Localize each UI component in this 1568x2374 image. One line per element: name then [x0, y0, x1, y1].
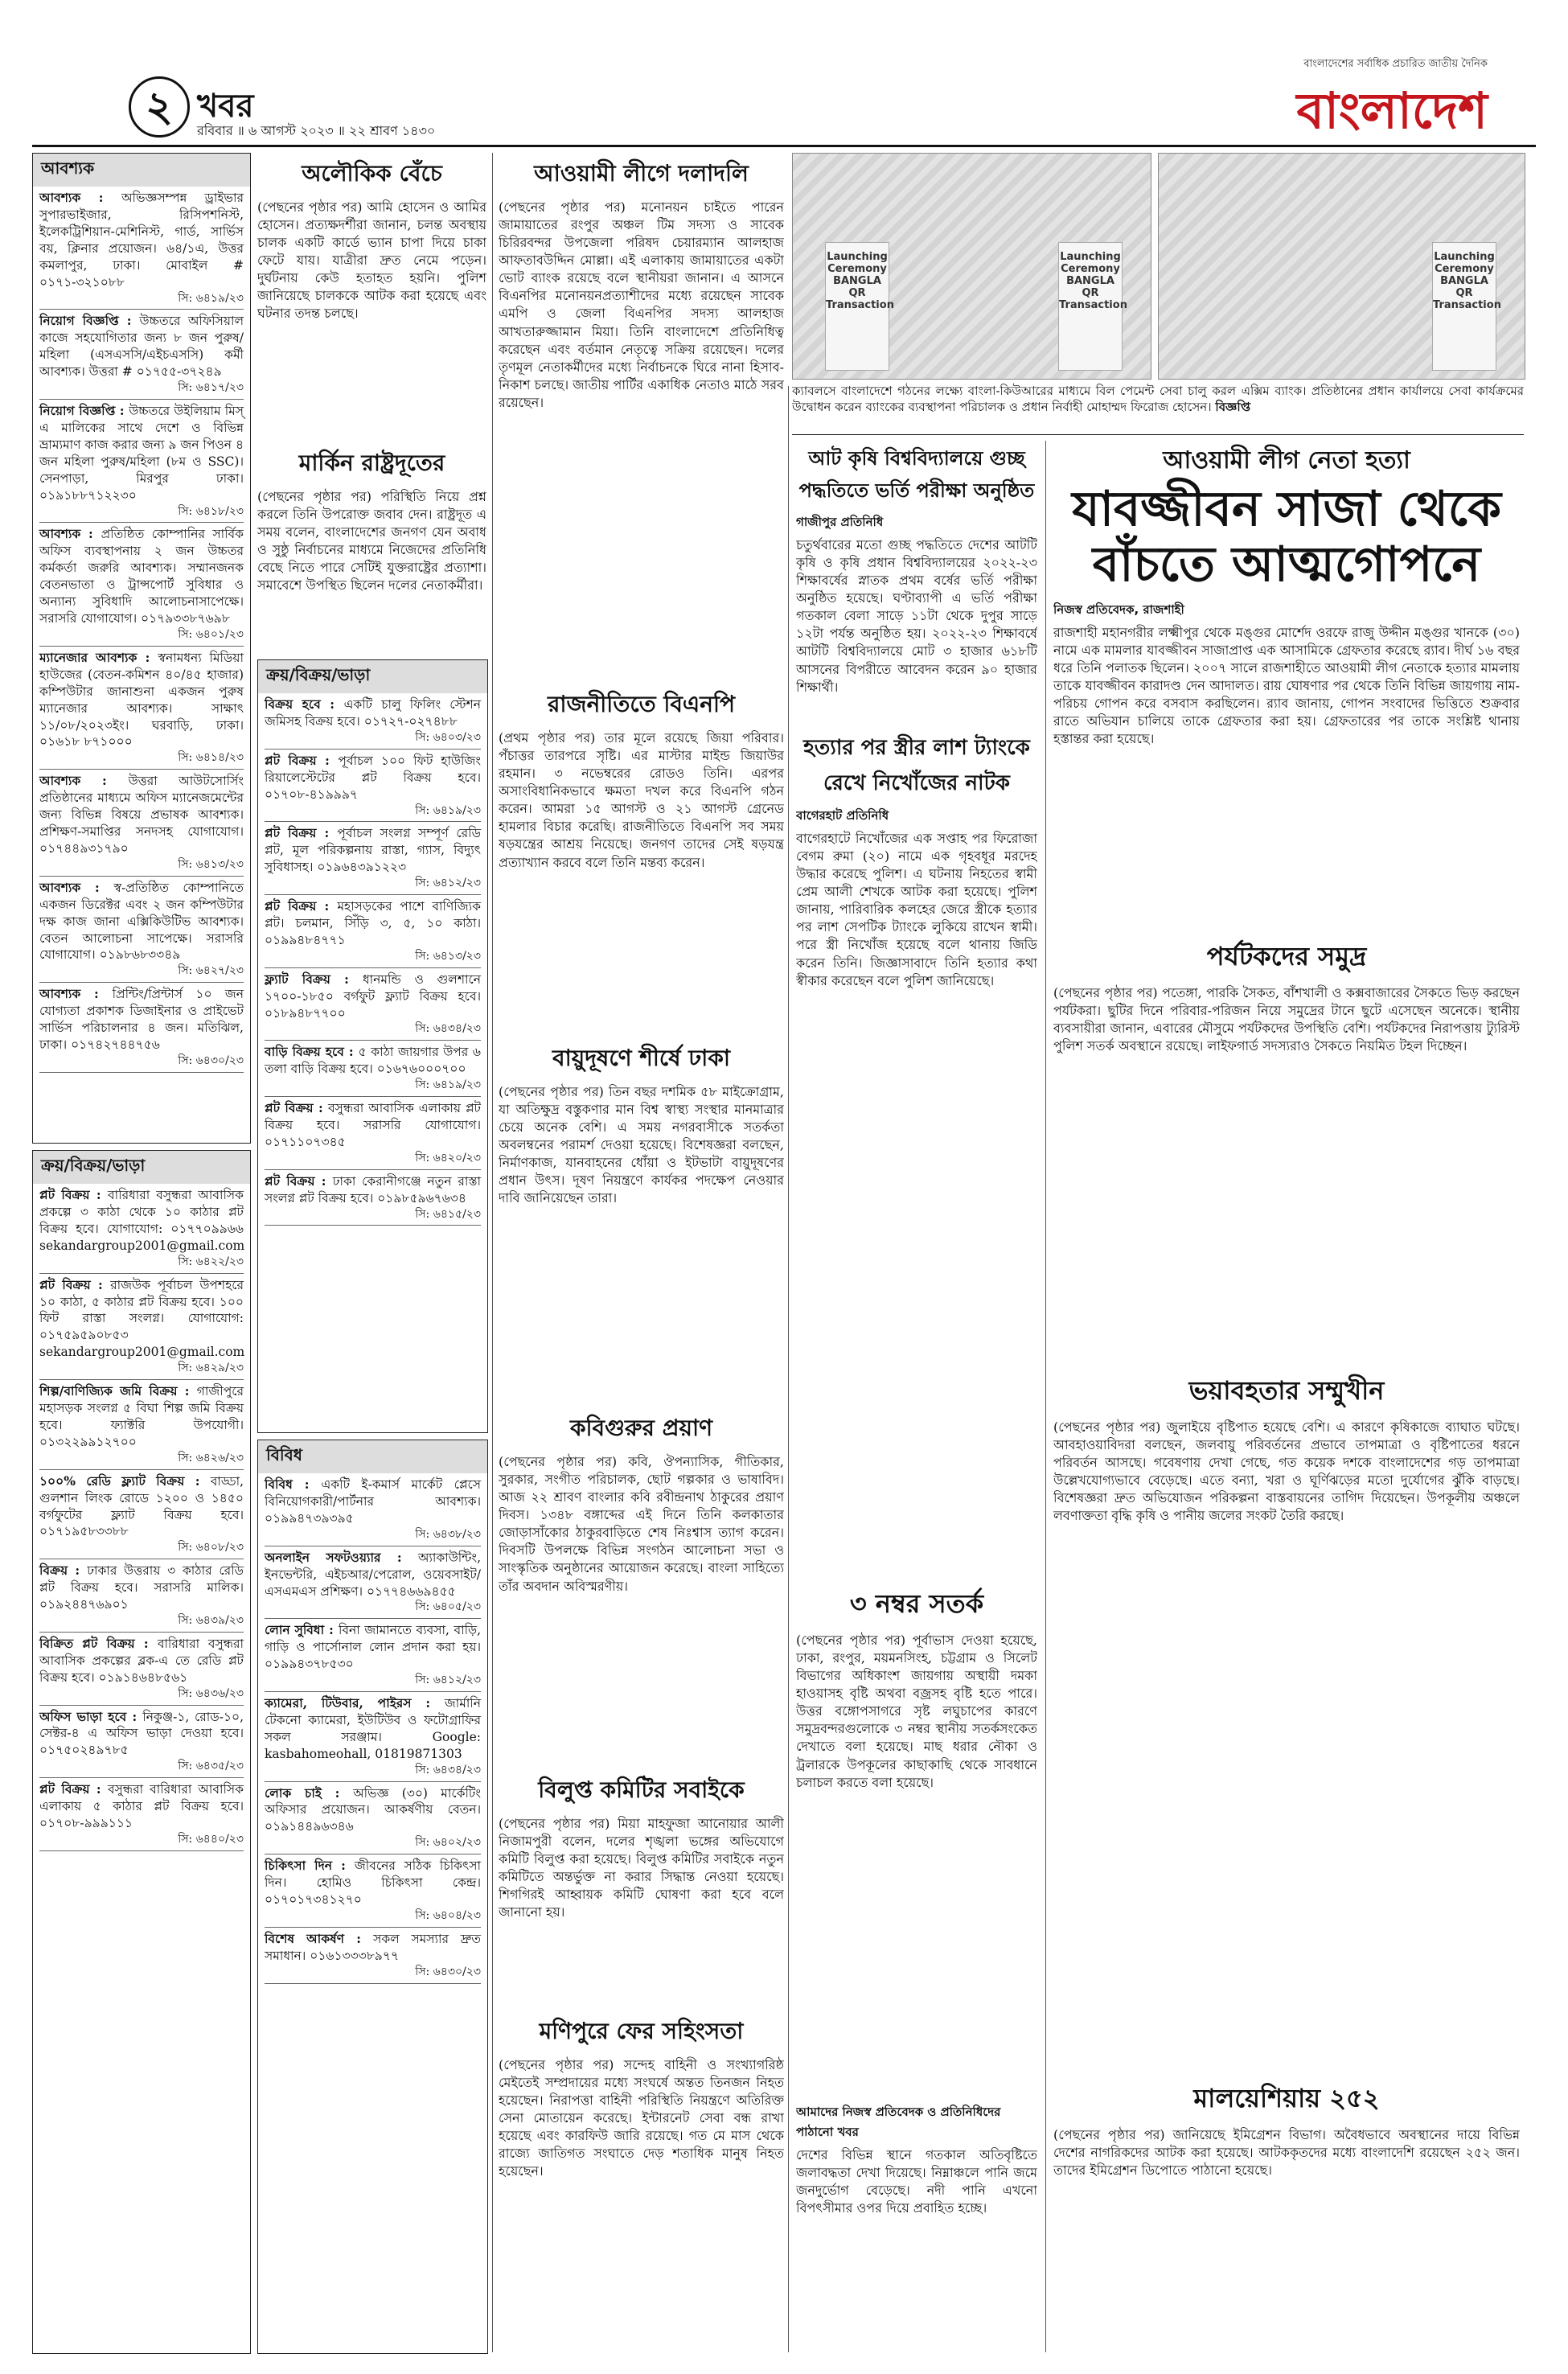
- classified-buy2-heading: ক্রয়/বিক্রয়/ভাড়া: [258, 660, 487, 693]
- photo-banner: Launching Ceremony BANGLA QR Transaction: [825, 242, 889, 371]
- article-climate: [1053, 1367, 1520, 2067]
- classified-ad-code: সি: ৬৪১৩/২৩: [265, 949, 481, 968]
- classified-ad-code: সি: ৬৪০৩/২৩: [265, 730, 481, 750]
- classified-ad: [265, 753, 481, 823]
- classified-ad-code: সি: ৬৪৩৫/২৩: [39, 1759, 244, 1778]
- classified-ad-lead: বিবিধ :: [265, 1477, 322, 1492]
- classified-ad-text: মহাসড়কের পাশে বাণিজ্যিক প্লট। চলমান, সিঁড়ি ৩, ৫, ১০ কাঠা। ০১৯৯৪৮৪৭৭১: [265, 899, 481, 947]
- classified-ad-lead: প্লট বিক্রয় :: [39, 1276, 111, 1292]
- event-photo: [1158, 153, 1525, 380]
- article-body: (পেছনের পৃষ্ঠার পর) মনোনয়ন চাইতে পারেন জামায়াতের রংপুর অঞ্চল টিম সদস্য ও সাবেক চিরিরবন্দর উপজেলা পরিষদ চেয়ারম্যান আলহাজ আফতাবউদ্দিন মোল্লা। এই এলাকায় জামায়াতের একটা ভোট ব্যাংক রয়েছে বলে স্থানীয়রা জানান। এ আসনে বিএনপির মনোনয়নপ্রত্যাশীদের মধ্যে রয়েছেন সাবেক এমপি ও জেলা বিএনপির সদস্য আলহাজ আখতারুজ্জামান মিয়া। তিনি বাংলাদেশে প্রতিনিধিত্ব করেছেন এবং বর্তমান নেতৃত্বে সক্রিয় রয়েছেন। দলের তৃণমূল নেতাকর্মীদের মধ্যে নির্বাচনকে ঘিরে নানা হিসাব-নিকাশ চলছে। জাতীয় পার্টির একাধিক নেতাও মাঠে সরব রয়েছেন।: [499, 199, 784, 410]
- section-title: খবর: [197, 88, 254, 125]
- main-headline: যাবজ্জীবন সাজা থেকে বাঁচতে আত্মগোপনে: [1072, 481, 1501, 593]
- classified-need-list: [33, 187, 250, 1079]
- classified-ad: [265, 1100, 481, 1170]
- classified-ad-lead: ক্যামেরা, টিউবার, পাইরস :: [265, 1694, 445, 1711]
- photo-banner: Launching Ceremony BANGLA QR Transaction: [1432, 242, 1496, 371]
- classified-ad: [39, 1781, 244, 1851]
- article-title: ভয়াবহতার সম্মুখীন: [1188, 1375, 1385, 1406]
- classified-ad: [39, 650, 244, 770]
- article-kabiguru: [499, 1407, 784, 1761]
- article-manipur: [499, 2011, 784, 2352]
- classified-ad-lead: বিশেষ আকর্ষণ :: [265, 1930, 374, 1946]
- classified-ad-code: সি: ৬৪৩৪/২৩: [265, 1763, 481, 1782]
- article-tourists: [1053, 933, 1520, 1363]
- classified-buy2-box: [257, 659, 488, 1433]
- article-body: (পেছনের পৃষ্ঠার পর) পূর্বাভাস দেওয়া হয়েছে, ঢাকা, রংপুর, ময়মনসিংহ, চট্টগ্রাম ও সিলেট বিভাগের অধিকাংশ জায়গায় অস্থায়ী দমকা হাওয়াসহ বৃষ্টি অথবা বজ্রসহ বৃষ্টি হতে পারে। উত্তর বঙ্গোপসাগরে সৃষ্ট লঘুচাপের কারণে সমুদ্রবন্দরগুলোকে ৩ নম্বর স্থানীয় সতর্কসংকেত দেখাতে বলা হয়েছে। মাছ ধরার নৌকা ও ট্রলারকে উপকূলের কাছাকাছি থেকে সাবধানে চলাচল করতে বলা হয়েছে।: [796, 1633, 1037, 1790]
- classified-ad-lead: প্লট বিক্রয় :: [265, 752, 339, 768]
- dateline: রবিবার ॥ ৬ আগস্ট ২০২৩ ॥ ২২ শ্রাবণ ১৪৩০: [197, 123, 436, 138]
- classified-ad-text: ধানমন্ডি ও গুলশানে ১৭০০-১৮৫০ বর্গফুট ফ্ল্যাট বিক্রয় হবে। ০১৮৯৪৮৭৭০০: [265, 971, 481, 1021]
- article-title: মার্কিন রাষ্ট্রদূতের: [298, 450, 445, 476]
- classified-ad-code: সি: ৬৪২৭/২৩: [39, 963, 244, 983]
- article-title: পর্যটকদের সমুদ্র: [1206, 941, 1367, 971]
- article-agri-univ: [796, 441, 1037, 722]
- classified-ad-text: একটি চালু ফিলিং স্টেশন জমিসহ বিক্রয় হবে। ০১৭২৭-০২৭৪৮৮: [265, 697, 481, 729]
- classified-ad-lead: আবশ্যক :: [39, 986, 113, 1002]
- article-awami-dalaladi: [499, 153, 784, 676]
- classified-misc-box: [257, 1440, 488, 2354]
- classified-ad: [39, 526, 244, 646]
- classified-ad-text: সকল সমস্যার দ্রুত সমাধান। ০১৬১৩৩৩৮৯৭৭: [265, 1931, 482, 1963]
- classified-ad-lead: আবশ্যক :: [39, 773, 129, 789]
- classified-ad-text: রাজউক পূর্বাচল উপশহরে ১০ কাঠা, ৫ কাঠার প্লট বিক্রয় হবে। ১০০ ফিট রাস্তা সংলগ্ন। যোগাযোগ: ০১৭৫৯৫৯০৮৫৩ sekandargroup2001@gmail.com: [39, 1277, 245, 1360]
- photo-credit: বিজ্ঞপ্তি: [1215, 400, 1251, 415]
- classified-ad-text: ঢাকার উত্তরায় ৩ কাঠার রেডি প্লট বিক্রয় হবে। সরাসরি মালিক। ০১৯২৪৪৭৬৯০১: [39, 1563, 244, 1612]
- classified-ad-text: উচ্চতরে উইলিয়াম মিস্ এ মালিকের সাথে দেশে ও বিভিন্ন ভ্রাম্যমাণ কাজ করার জন্য ৯ জন পিওন ৪ জন মহিলা পুরুষ/মহিলা (৮ম ও SSC)। সেনপাড়া, মিরপুর ঢাকা। ০১৯১৮৮৭১২২৩০: [39, 404, 244, 503]
- article-title: ৩ নম্বর সতর্ক: [849, 1588, 984, 1619]
- classified-ad-lead: আবশ্যক :: [39, 526, 101, 542]
- classified-ad-lead: অনলাইন সফটওয়্যার :: [265, 1549, 418, 1565]
- classified-ad-code: সি: ৬৪১৭/২৩: [39, 380, 244, 400]
- article-rajniti-bnp: [499, 684, 784, 1029]
- main-body: রাজশাহী মহানগরীর লক্ষ্মীপুর থেকে মঙ্গুর মোর্শেদ ওরফে রাজু উদ্দীন মঙ্গুর খানকে (৩০) নামে এক মামলার যাবজ্জীবন সাজাপ্রাপ্ত এক আসামিকে গ্রেফতার করেছে র‌্যাব। দীর্ঘ ১৬ বছর ধরে তিনি পলাতক ছিলেন। ২০০৭ সালে রাজশাহীতে আওয়ামী লীগ নেতাকে হত্যার মামলায় তাকে যাবজ্জীবন কারাদণ্ড দেন আদালত। রায় ঘোষণার পর থেকে তিনি বিভিন্ন জায়গায় নাম-পরিচয় গোপন করে বসবাস করছিলেন। র‌্যাব জানায়, গোপন সংবাদের ভিত্তিতে শুক্রবার রাতে অভিযান চালিয়ে তাকে গ্রেফতার করা হয়। গ্রেফতারের পর তাকে সংশ্লিষ্ট থানায় হস্তান্তর করা হয়েছে।: [1053, 625, 1520, 747]
- article-title: বায়ুদূষণে শীর্ষে ঢাকা: [552, 1045, 730, 1071]
- classified-ad-text: প্রিন্টিং/প্রিন্টার্স ১০ জন যোগ্যতা প্রকাশক ডিজাইনার ও প্রাইভেট সার্ভিস পরিচালনার ৪ জন। মতিঝিল, ঢাকা। ০১৭৪২৭৪৪৭৫৬: [39, 987, 244, 1053]
- classified-buy-box: [32, 1150, 251, 2354]
- logo-text-bangladesh: বাংলাদেশ: [1296, 81, 1488, 140]
- article-marcin: [257, 442, 486, 651]
- photo-banner: Launching Ceremony BANGLA QR Transaction: [1058, 242, 1123, 371]
- classified-ad: [265, 696, 481, 750]
- classified-misc-list: [258, 1473, 487, 1990]
- classified-ad-text: বিনা জামানতে ব্যবসা, বাড়ি, গাড়ি ও পার্সোনাল লোন প্রদান করা হয়। ০১৯৯৪৩৭৮৫৩০: [265, 1623, 482, 1672]
- article-body: (পেছনের পৃষ্ঠার পর) পতেঙ্গা, পারকি সৈকত, বাঁশখালী ও কক্সবাজারের সৈকতে ভিড় করছেন পর্যটকরা। ছুটির দিনে পরিবার-পরিজন নিয়ে সমুদ্রের টানে ছুটে এসেছেন অনেকে। স্থানীয় ব্যবসায়ীরা জানান, এবারের মৌসুমে পর্যটকদের উপস্থিতি বেশি। পর্যটকদের নিরাপত্তায় ট্যুরিস্ট পুলিশ সতর্ক অবস্থানে রয়েছে। লাইফগার্ড সদস্যরাও সৈকতে নিয়মিত টহল দিচ্ছেন।: [1053, 985, 1520, 1054]
- classified-ad: [39, 880, 244, 984]
- classified-ad-text: ঢাকা কেরানীগঞ্জে নতুন রাস্তা সংলগ্ন প্লট বিক্রয় হবে। ০১৯৮৫৯৬৭৬৩৪: [265, 1173, 481, 1205]
- classified-ad: [39, 1709, 244, 1779]
- article-committee: [499, 1769, 784, 2002]
- classified-ad-lead: প্লট বিক্রয় :: [265, 1100, 329, 1116]
- classified-ad-code: সি: ৬৪৩৬/২৩: [39, 1686, 244, 1706]
- classified-ad: [39, 1636, 244, 1706]
- classified-ad-code: সি: ৬৪২৬/২৩: [39, 1451, 244, 1470]
- logo-tagline: বাংলাদেশের সর্বাধিক প্রচারিত জাতীয় দৈনিক: [1303, 58, 1488, 70]
- article-signal: [796, 1580, 1037, 2095]
- classified-ad-text: পূর্বাচল সংলগ্ন সম্পূর্ণ রেডি প্লট, মূল পরিকল্পনায় রাস্তা, গ্যাস, বিদ্যুৎ সুবিধাসহ। ০১৯৬৪৩৯১২২৩: [265, 826, 481, 875]
- classified-ad-code: সি: ৬৪৪০/২৩: [39, 1832, 244, 1851]
- article-malaysia: [1053, 2075, 1520, 2352]
- classified-need-box: [32, 153, 251, 1144]
- classified-ad-lead: প্লট বিক্রয় :: [265, 898, 338, 914]
- article-title: বিলুপ্ত কমিটির সবাইকে: [538, 1776, 745, 1803]
- article-local-news: [796, 2103, 1037, 2352]
- classified-ad: [265, 1622, 481, 1692]
- column-rule: [788, 386, 789, 2352]
- photo-caption: ক্যাবলসে বাংলাদেশে গঠনের লক্ষ্যে বাংলা-কিউআরের মাধ্যমে বিল পেমেন্ট সেবা চালু করল এক্সিম ব্যাংক। প্রতিষ্ঠানের প্রধান কার্যালয়ে সেবা কার্যক্রমের উদ্বোধন করেন ব্যাংকের ব্যবস্থাপনা পরিচালক ও প্রধান নির্বাহী মোহাম্মদ ফিরোজ হোসেন।: [792, 384, 1524, 415]
- classified-need-heading: আবশ্যক: [33, 154, 250, 187]
- classified-ad-code: সি: ৬৪৩০/২৩: [39, 1054, 244, 1073]
- classified-ad-text: স্বনামধন্য মিডিয়া হাউজের (বেতন-কমিশন ৪০/৪৫ হাজার) কম্পিউটার জানাশুনা একজন পুরুষ ম্যানেজার আবশ্যক। সাক্ষাৎ ১১/০৮/২০২৩ইং। ঘরবাড়ি, ঢাকা। ০১৬১৮ ৮৭১০০০: [39, 650, 244, 750]
- classified-ad: [39, 1277, 244, 1381]
- article-body: (পেছনের পৃষ্ঠার পর) তিন বছর দশমিক ৫৮ মাইক্রোগ্রাম, যা অতিক্ষুদ্র বস্তুকণার মান বিশ্ব স্বাস্থ্য সংস্থার মানমাত্রার চেয়ে অনেক বেশি। এ সময় নগরবাসীকে সতর্কতা অবলম্বনের পরামর্শ দেওয়া হয়েছে। বিশেষজ্ঞরা বলছেন, নির্মাণকাজ, যানবাহনের ধোঁয়া ও ইটভাটা বায়ুদূষণের প্রধান উৎস। দূষণ নিয়ন্ত্রণে কার্যকর পদক্ষেপ নেওয়ার দাবি জানিয়েছেন তারা।: [499, 1084, 784, 1206]
- classified-ad-lead: বিক্রিত প্লট বিক্রয় :: [39, 1635, 158, 1651]
- classified-ad-code: সি: ৬৪২৯/২৩: [39, 1361, 244, 1380]
- classified-ad: [265, 1695, 481, 1782]
- classified-ad-text: অভিজ্ঞ (৩০) মার্কেটিং অফিসার প্রয়োজন। আকর্ষণীয় বেতন। ০১৯১৪৪৯৬৩৪৬: [265, 1785, 481, 1834]
- event-photo: [792, 153, 1151, 380]
- classified-ad-text: প্রতিষ্ঠিত কোম্পানির সার্বিক অফিস ব্যবস্থাপনায় ২ জন উচ্চতর কর্মকর্তা জরুরি আবশ্যক। সম্মানজনক বেতনভাতা ও ট্রান্সপোর্ট সুবিধার ও অন্যান্য সুবিধাদি আলোচনাসাপেক্ষে। সরাসরি যোগাযোগ। ০১৭৯৩৩৮৭৬৯৮: [39, 527, 244, 626]
- classified-ad-lead: বিক্রয় :: [39, 1563, 88, 1579]
- classified-ad-code: সি: ৬৪১৫/২৩: [265, 1207, 481, 1226]
- article-body: (পেছনের পৃষ্ঠার পর) মিয়া মাহফুজা আনোয়ার আলী নিজামপুরী বলেন, দলের শৃঙ্খলা ভঙ্গের অভিযোগে কমিটি বিলুপ্ত করা হয়েছে। বিলুপ্ত কমিটির সবাইকে নতুন কমিটিতে অন্তর্ভুক্ত না করার সিদ্ধান্ত নেওয়া হয়েছে। শিগগিরই আহ্বায়ক কমিটি ঘোষণা করা হবে বলে জানানো হয়।: [499, 1816, 784, 1920]
- classified-ad-text: বাড্ডা, গুলশান লিংক রোডে ১২০০ ও ১৪৫০ বর্গফুটের ফ্ল্যাট বিক্রয় হবে। ০১৭১৯৫৮৩৩৮৮: [39, 1473, 244, 1539]
- classified-ad: [39, 1383, 244, 1470]
- classified-ad-text: স্ব-প্রতিষ্ঠিত কোম্পানিতে একজন ডিরেক্টর এবং ২ জন কম্পিউটার দক্ষ কাজ জানা এক্সিকিউটিভ আবশ্যক। বেতন আলোচনা সাপেক্ষে। সরাসরি যোগাযোগ। ০১৯৮৬৮৩৩৪৯: [39, 880, 244, 963]
- classified-ad-text: উত্তরা আউটসোর্সিং প্রতিষ্ঠানের মাধ্যমে অফিস ম্যানেজমেন্টের জন্য বিভিন্ন বিষয়ে প্রভাষক আবশ্যক। প্রশিক্ষণ-সমাপ্তির সনদসহ যোগাযোগ। ০১৭৪৪৯৩১৭৯০: [39, 774, 244, 856]
- article-title: রাজনীতিতে বিএনপি: [548, 691, 735, 717]
- classified-ad-code: সি: ৬৪১৯/২৩: [265, 1078, 481, 1097]
- classified-ad-text: ৫ কাঠা জায়গার উপর ৬ তলা বাড়ি বিক্রয় হবে। ০১৬৭৬০০০৭০০: [265, 1045, 481, 1077]
- photo-caption-box: [792, 383, 1524, 431]
- classified-ad-lead: প্লট বিক্রয় :: [39, 1187, 109, 1202]
- classified-ad-text: জার্মানি টেকনো ক্যামেরা, ইউটিউব ও ফটোগ্রাফির সকল সরঞ্জাম। Google: kasbahomeohall, 01819871303: [265, 1695, 481, 1761]
- classified-ad-text: গাজীপুরে মহাসড়ক সংলগ্ন ৫ বিঘা শিল্প জমি বিক্রয় হবে। ফ্যাক্টরি উপযোগী। ০১৩২২৯৯১২৭০০: [39, 1384, 244, 1449]
- classified-ad-lead: প্লট বিক্রয় :: [39, 1781, 109, 1797]
- classified-ad-code: সি: ৬৪১৮/২৩: [39, 504, 244, 524]
- classified-ad-code: সি: ৬৪০৮/২৩: [39, 1540, 244, 1559]
- classified-ad-code: সি: ৬৪২০/২৩: [265, 1151, 481, 1170]
- classified-ad-code: সি: ৬৪৩৯/২৩: [39, 1613, 244, 1633]
- classified-ad: [39, 1563, 244, 1633]
- classified-ad-text: একটি ই-কমার্স মার্কেট প্লেসে বিনিয়োগকারী/পার্টনার আবশ্যক। ০১৯৯৪৭৩৯৩৯৫: [265, 1477, 481, 1526]
- article-title: অলৌকিক বেঁচে: [302, 160, 442, 187]
- classified-ad: [265, 971, 481, 1041]
- article-body: (প্রথম পৃষ্ঠার পর) তার মূলে রয়েছে জিয়া পরিবার। পঁচাত্তর তারপরে সৃষ্টি। এর মাস্টার মাইন্ড জিয়াউর রহমান। ৩ নভেম্বরের রোডও তিনি। এরপর অসাংবিধানিকভাবে ক্ষমতা দখল করে বিএনপি গঠন করেন। আমরা ১৫ আগস্ট ও ২১ আগস্ট গ্রেনেড হামলার বিচার করেছি। রাজনীতিতে বিএনপি সব সময় ষড়যন্ত্রের আশ্রয় নিয়েছে। জনগণ তাদের সেই ষড়যন্ত্র প্রত্যাখ্যান করবে বলে তিনি মন্তব্য করেন।: [499, 730, 784, 870]
- classified-ad: [265, 1044, 481, 1097]
- classified-ad-lead: শিল্প/বাণিজ্যিক জমি বিক্রয় :: [39, 1383, 197, 1399]
- article-title: মণিপুরে ফের সহিংসতা: [539, 2018, 744, 2044]
- classified-buy-list: [33, 1184, 250, 1858]
- classified-ad-code: সি: ৬৪০৫/২৩: [265, 1600, 481, 1619]
- classified-ad: [39, 986, 244, 1073]
- classified-ad-lead: বাড়ি বিক্রয় হবে :: [265, 1044, 359, 1060]
- article-title: হত্যার পর স্ত্রীর লাশ ট্যাংকে রেখে নিখোঁজের নাটক: [803, 736, 1030, 795]
- classified-ad-lead: বিক্রয় হবে :: [265, 696, 344, 712]
- classified-ad-code: সি: ৬৪১৩/২৩: [39, 857, 244, 877]
- classified-buy2-list: [258, 693, 487, 1232]
- classified-ad-lead: নিয়োগ বিজ্ঞপ্তি :: [39, 313, 140, 329]
- page-number: ২: [129, 76, 190, 138]
- classified-ad-lead: ১০০% রেডি ফ্ল্যাট বিক্রয় :: [39, 1472, 211, 1489]
- classified-ad: [39, 773, 244, 877]
- classified-ad-text: নিকুঞ্জ-১, রোড-১০, সেক্টর-৪ এ অফিস ভাড়া দেওয়া হবে। ০১৭৫০২৪৯৭৮৫: [39, 1709, 244, 1758]
- classified-ad: [39, 1187, 244, 1274]
- article-bagerhat: [796, 728, 1037, 1576]
- classified-ad-lead: নিয়োগ বিজ্ঞপ্তি :: [39, 403, 129, 418]
- article-byline: বাগেরহাট প্রতিনিধি: [796, 808, 889, 823]
- classified-ad-text: অ্যাকাউন্টিং, ইনভেন্টরি, এইচআর/পেরোল, ওয়েবসাইট/এসএমএস প্রশিক্ষণ। ০১৭৭৪৬৬৯৪৫৫: [265, 1550, 481, 1599]
- article-body: (পেছনের পৃষ্ঠার পর) জানিয়েছে ইমিগ্রেশন বিভাগ। অবৈধভাবে অবস্থানের দায়ে বিভিন্ন দেশের নাগরিকদের আটক করা হয়েছে। আটককৃতদের মধ্যে বাংলাদেশি রয়েছেন ২৫২ জন। তাদের ইমিগ্রেশন ডিপোতে পাঠানো হয়েছে।: [1053, 2127, 1520, 2179]
- classified-ad-lead: অফিস ভাড়া হবে :: [39, 1708, 143, 1724]
- classified-ad-code: সি: ৬৪১৯/২৩: [265, 803, 481, 823]
- classified-ad-text: বারিধারা বসুন্ধরা আবাসিক প্রকল্পের ব্লক-এ তে রেডি প্লট বিক্রয় হবে। ০১৯১৪৬৪৮৫৬১: [39, 1636, 244, 1685]
- article-body: (পেছনের পৃষ্ঠার পর) কবি, ঔপন্যাসিক, গীতিকার, সুরকার, সংগীত পরিচালক, ছোট গল্পকার ও ভাষাবিদ। আজ ২২ শ্রাবণ বাংলার কবি রবীন্দ্রনাথ ঠাকুরের প্রয়াণ দিবস। ১৩৪৮ বঙ্গাব্দের এই দিনে তিনি কলকাতার জোড়াসাঁকোর ঠাকুরবাড়িতে শেষ নিঃশ্বাস ত্যাগ করেন। দিবসটি উপলক্ষে বিভিন্ন সংগঠন আলোচনা সভা ও সাংস্কৃতিক অনুষ্ঠানের আয়োজন করেছে। বাংলা সাহিত্যে তাঁর অবদান অবিস্মরণীয়।: [499, 1454, 784, 1594]
- classified-ad: [265, 1173, 481, 1226]
- column-rule: [492, 153, 493, 2352]
- article-air-pollution: [499, 1037, 784, 1399]
- classified-ad: [39, 1473, 244, 1560]
- classified-ad-lead: লোন সুবিধা :: [265, 1622, 339, 1638]
- main-kicker: আওয়ামী লীগ নেতা হত্যা: [1163, 446, 1410, 474]
- article-body: চতুর্থবারের মতো গুচ্ছ পদ্ধতিতে দেশের আটটি কৃষি ও কৃষি প্রধান বিশ্ববিদ্যালয়ের ২০২২-২৩ শিক্ষাবর্ষের স্নাতক প্রথম বর্ষের ভর্তি পরীক্ষা অনুষ্ঠিত হয়েছে। ঘণ্টাব্যাপী এ ভর্তি পরীক্ষা গতকাল বেলা সাড়ে ১১টা থেকে দুপুর সাড়ে ১২টা পর্যন্ত অনুষ্ঠিত হয়। ২০২২-২৩ শিক্ষাবর্ষে আটটি বিশ্ববিদ্যালয়ে মোট ৩ হাজার ৬১৮টি আসনের বিপরীতে আবেদন করেন ৯০ হাজার শিক্ষার্থী।: [796, 537, 1037, 695]
- classified-ad: [265, 825, 481, 895]
- article-byline: গাজীপুর প্রতিনিধি: [796, 515, 884, 529]
- column-rule: [1045, 441, 1046, 2352]
- classified-ad-code: সি: ৬৪১৯/২৩: [39, 291, 244, 310]
- photo-rule: [792, 434, 1524, 435]
- header-rule: [32, 145, 1536, 147]
- classified-ad: [39, 403, 244, 523]
- article-main: [1053, 441, 1520, 923]
- article-body: বাগেরহাটে নিখোঁজের এক সপ্তাহ পর ফিরোজা বেগম রুমা (২০) নামে এক গৃহবধূর মরদেহ উদ্ধার করেছে পুলিশ। এ ঘটনায় নিহতের স্বামী প্রেম আলী শেখকে আটক করা হয়েছে। পুলিশ জানায়, পারিবারিক কলহের জেরে স্ত্রীকে হত্যার পর লাশ সেপটিক ট্যাংকে লুকিয়ে রাখেন স্বামী। পরে স্ত্রী নিখোঁজ হয়েছে বলে থানায় জিডি করেন তিনি। জিজ্ঞাসাবাদে তিনি হত্যার কথা স্বীকার করেছেন বলে পুলিশ জানিয়েছে।: [796, 831, 1037, 988]
- article-body: (পেছনের পৃষ্ঠার পর) সন্দেহ বাহিনী ও সংখ্যাগরিষ্ঠ মেইতেই সম্প্রদায়ের মধ্যে সংঘর্ষে অন্তত তিনজন নিহত হয়েছেন। নিরাপত্তা বাহিনী পরিস্থিতি নিয়ন্ত্রণে অতিরিক্ত সেনা মোতায়েন করেছে। ইন্টারনেট সেবা বন্ধ রাখা হয়েছে এবং কারফিউ জারি রয়েছে। গত মে মাস থেকে রাজ্যে জাতিগত সংঘাতে দেড় শতাধিক মানুষ নিহত হয়েছেন।: [499, 2057, 784, 2179]
- classified-ad: [39, 313, 244, 400]
- classified-ad-code: সি: ৬৪১২/২৩: [265, 876, 481, 895]
- classified-ad-lead: প্লট বিক্রয় :: [265, 1173, 333, 1189]
- classified-ad-lead: ম্যানেজার আবশ্যক :: [39, 649, 158, 665]
- classified-ad-code: সি: ৬৪০২/২৩: [265, 1835, 481, 1854]
- classified-ad-code: সি: ৬৪৩০/২৩: [265, 1965, 481, 1984]
- article-title: আট কৃষি বিশ্ববিদ্যালয়ে গুচ্ছ পদ্ধতিতে ভর্তি পরীক্ষা অনুষ্ঠিত: [798, 446, 1035, 502]
- classified-ad-text: জীবনের সঠিক চিকিৎসা দিন। হোমিও চিকিৎসা কেন্দ্র। ০১৭০১৭৩৪১২৭০: [265, 1859, 481, 1908]
- article-body: (পেছনের পৃষ্ঠার পর) পরিস্থিতি নিয়ে প্রশ্ন করলে তিনি উপরোক্ত জবাব দেন। রাষ্ট্রদূত এ সময় বলেন, বাংলাদেশের জনগণ যেন অবাধ ও সুষ্ঠু নির্বাচনের মাধ্যমে নিজেদের প্রতিনিধি বেছে নিতে পারে সেটিই যুক্তরাষ্ট্রের প্রত্যাশা। সমাবেশে উপস্থিত ছিলেন দলের নেতাকর্মীরা।: [257, 489, 486, 594]
- classified-ad-code: সি: ৬৪৩৪/২৩: [265, 1021, 481, 1041]
- article-body: দেশের বিভিন্ন স্থানে গতকাল অতিবৃষ্টিতে জলাবদ্ধতা দেখা দিয়েছে। নিম্নাঞ্চলে পানি জমে জনদুর্ভোগ বেড়েছে। নদী পানি এখনো বিপৎসীমার ওপর দিয়ে প্রবাহিত হচ্ছে।: [796, 2147, 1037, 2216]
- classified-ad-text: অভিজ্ঞসম্পন্ন ড্রাইভার সুপারভাইজার, রিসিপশনিস্ট, ইলেকট্রিশিয়ান-মেশিনিস্ট, গার্ড, সার্ভিস বয়, ক্লিনার প্রয়োজন। ৬৪/১এ, উত্তর কমলাপুর, ঢাকা। মোবাইল # ০১৭১-৩২১০৮৮: [39, 191, 244, 290]
- classified-ad-text: বারিধারা বসুন্ধরা আবাসিক প্রকল্পে ৩ কাঠা থেকে ১০ কাঠার প্লট বিক্রয় হবে। যোগাযোগ: ০১৭৭০৯৯৬৬ sekandargroup2001@gmail.com: [39, 1188, 245, 1253]
- classified-ad-code: সি: ৬৪০১/২৩: [39, 627, 244, 647]
- article-title: মালয়েশিয়ায় ২৫২: [1193, 2083, 1380, 2113]
- article-title: কবিগুরুর প্রয়াণ: [569, 1415, 713, 1441]
- classified-ad-code: সি: ৬৪১৪/২৩: [39, 750, 244, 770]
- article-title: আওয়ামী লীগে দলাদলি: [534, 160, 749, 187]
- classified-ad: [265, 1550, 481, 1620]
- classified-ad: [265, 1931, 481, 1984]
- classified-ad-lead: চিকিৎসা দিন :: [265, 1858, 355, 1874]
- article-body: (পেছনের পৃষ্ঠার পর) আমি হোসেন ও আমির হোসেন। প্রত্যক্ষদর্শীরা জানান, চলন্ত অবস্থায় চালক একটি কার্ডে ভ্যান চাপা দিয়ে চাকা ফেটে যায়। যাত্রীরা দ্রুত নেমে পড়েন। দুর্ঘটনায় কেউ হতাহত হয়নি। পুলিশ জানিয়েছে চালককে আটক করা হয়েছে এবং ঘটনার তদন্ত চলছে।: [257, 199, 486, 322]
- classified-ad-code: সি: ৬৪১২/২৩: [265, 1673, 481, 1692]
- classified-misc-heading: বিবিধ: [258, 1440, 487, 1473]
- article-title: আমাদের নিজস্ব প্রতিবেদক ও প্রতিনিধিদের পাঠানো খবর: [796, 2105, 1001, 2139]
- article-body: (পেছনের পৃষ্ঠার পর) জুলাইয়ে বৃষ্টিপাত হয়েছে বেশি। এ কারণে কৃষিকাজে ব্যাঘাত ঘটছে। আবহাওয়াবিদরা বলছেন, জলবায়ু পরিবর্তনের প্রভাবে তাপমাত্রা ও বৃষ্টিপাতের ধরনে পরিবর্তন আসছে। গবেষণায় দেখা গেছে, গত কয়েক দশকে বাংলাদেশের গড় তাপমাত্রা উল্লেখযোগ্যভাবে বেড়েছে। এতে বন্যা, খরা ও ঘূর্ণিঝড়ের মতো দুর্যোগের ঝুঁকি বাড়ছে। বিশেষজ্ঞরা দ্রুত অভিযোজন পরিকল্পনা বাস্তবায়নের তাগিদ দিয়েছেন। উপকূলীয় অঞ্চলে লবণাক্ততা বৃদ্ধি কৃষি ও পানীয় জলের সংকট তৈরি করছে।: [1053, 1419, 1520, 1524]
- classified-ad-text: উচ্চতরে অফিসিয়াল কাজে সহযোগিতার জন্য ৮ জন পুরুষ/মহিলা (এসএসসি/এইচএসসি) কর্মী আবশ্যক। উত্তরা # ০১৭৫৫-৩৭২৪৯: [39, 314, 244, 380]
- classified-ad: [265, 898, 481, 968]
- classified-ad-code: সি: ৬৪২২/২৩: [39, 1255, 244, 1274]
- classified-buy-heading: ক্রয়/বিক্রয়/ভাড়া: [33, 1151, 250, 1184]
- classified-ad: [39, 190, 244, 310]
- main-byline: নিজস্ব প্রতিবেদক, রাজশাহী: [1053, 602, 1184, 617]
- article-aloukik: [257, 153, 486, 430]
- classified-ad-lead: লোক চাই :: [265, 1785, 354, 1801]
- classified-ad-text: বসুন্ধরা আবাসিক এলাকায় প্লট বিক্রয় হবে। সরাসরি যোগাযোগ। ০১৭১১০৭৩৪৫: [265, 1101, 481, 1149]
- classified-ad-code: সি: ৬৪০৪/২৩: [265, 1908, 481, 1928]
- classified-ad: [265, 1785, 481, 1855]
- classified-ad-code: সি: ৬৪৩৮/২৩: [265, 1527, 481, 1546]
- classified-ad-lead: আবশ্যক :: [39, 879, 114, 895]
- classified-ad: [265, 1858, 481, 1928]
- classified-ad-lead: প্লট বিক্রয় :: [265, 825, 338, 841]
- classified-ad-text: পূর্বাচল ১০০ ফিট হাউজিং রিয়ালেস্টেটের প্লট বিক্রয় হবে। ০১৭০৮-৪১৯৯৯৭: [265, 753, 481, 802]
- classified-ad-lead: ফ্ল্যাট বিক্রয় :: [265, 971, 363, 987]
- classified-ad-lead: আবশ্যক :: [39, 190, 122, 205]
- classified-ad: [265, 1477, 481, 1546]
- classified-ad-text: বসুন্ধরা বারিধারা আবাসিক এলাকায় ৫ কাঠার প্লট বিক্রয় হবে। ০১৭০৮-৯৯৯১১১: [39, 1782, 244, 1831]
